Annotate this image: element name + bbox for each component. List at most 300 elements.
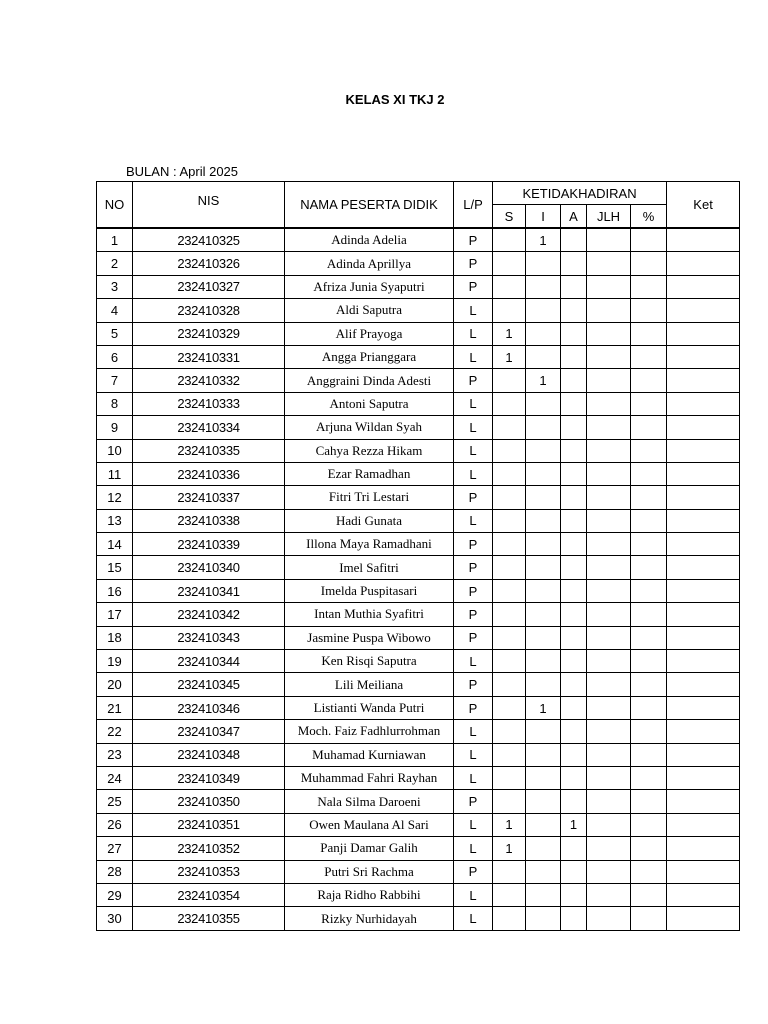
cell-a	[561, 673, 587, 696]
page-title: KELAS XI TKJ 2	[345, 92, 445, 107]
cell-a	[561, 509, 587, 532]
cell-lp: P	[454, 696, 493, 719]
cell-no: 29	[97, 883, 133, 906]
cell-nis: 232410325	[133, 228, 285, 252]
cell-ket	[667, 252, 740, 275]
cell-jlh	[587, 345, 631, 368]
cell-no: 14	[97, 533, 133, 556]
header-ket: Ket	[667, 182, 740, 229]
cell-a	[561, 766, 587, 789]
header-nama: NAMA PESERTA DIDIK	[285, 182, 454, 229]
cell-no: 19	[97, 650, 133, 673]
cell-lp: P	[454, 228, 493, 252]
header-i: I	[526, 205, 561, 229]
cell-ket	[667, 860, 740, 883]
cell-a	[561, 626, 587, 649]
cell-s	[493, 369, 526, 392]
cell-i	[526, 766, 561, 789]
cell-a	[561, 299, 587, 322]
cell-jlh	[587, 486, 631, 509]
cell-a	[561, 392, 587, 415]
cell-a	[561, 603, 587, 626]
cell-i	[526, 626, 561, 649]
cell-percent	[631, 509, 667, 532]
cell-lp: L	[454, 766, 493, 789]
cell-nama: Arjuna Wildan Syah	[285, 416, 454, 439]
cell-a	[561, 462, 587, 485]
cell-s: 1	[493, 813, 526, 836]
cell-nama: Adinda Adelia	[285, 228, 454, 252]
table-row	[97, 228, 740, 252]
cell-percent	[631, 392, 667, 415]
table-header	[97, 182, 740, 229]
cell-s	[493, 766, 526, 789]
table-row	[97, 486, 740, 509]
cell-ket	[667, 673, 740, 696]
table-row	[97, 907, 740, 930]
cell-no: 15	[97, 556, 133, 579]
cell-i	[526, 650, 561, 673]
cell-no: 10	[97, 439, 133, 462]
table-row	[97, 369, 740, 392]
cell-nis: 232410341	[133, 579, 285, 602]
cell-s	[493, 626, 526, 649]
cell-ket	[667, 883, 740, 906]
cell-jlh	[587, 439, 631, 462]
cell-a	[561, 439, 587, 462]
cell-jlh	[587, 907, 631, 930]
cell-nis: 232410343	[133, 626, 285, 649]
cell-a	[561, 696, 587, 719]
cell-no: 17	[97, 603, 133, 626]
cell-nis: 232410344	[133, 650, 285, 673]
cell-lp: L	[454, 837, 493, 860]
header-nis: NIS	[133, 182, 285, 229]
header-lp: L/P	[454, 182, 493, 229]
cell-a	[561, 416, 587, 439]
table-row	[97, 322, 740, 345]
cell-nis: 232410351	[133, 813, 285, 836]
cell-nama: Putri Sri Rachma	[285, 860, 454, 883]
table-row	[97, 790, 740, 813]
cell-jlh	[587, 252, 631, 275]
cell-lp: L	[454, 883, 493, 906]
cell-s	[493, 696, 526, 719]
cell-nama: Cahya Rezza Hikam	[285, 439, 454, 462]
cell-jlh	[587, 673, 631, 696]
cell-percent	[631, 790, 667, 813]
cell-s	[493, 673, 526, 696]
cell-lp: L	[454, 813, 493, 836]
cell-ket	[667, 696, 740, 719]
cell-s: 1	[493, 345, 526, 368]
cell-nis: 232410337	[133, 486, 285, 509]
cell-nama: Illona Maya Ramadhani	[285, 533, 454, 556]
cell-i: 1	[526, 369, 561, 392]
cell-i	[526, 837, 561, 860]
cell-percent	[631, 720, 667, 743]
cell-a	[561, 743, 587, 766]
cell-jlh	[587, 228, 631, 252]
cell-no: 26	[97, 813, 133, 836]
cell-ket	[667, 509, 740, 532]
cell-jlh	[587, 579, 631, 602]
cell-jlh	[587, 790, 631, 813]
cell-lp: L	[454, 345, 493, 368]
cell-lp: L	[454, 299, 493, 322]
cell-nama: Aldi Saputra	[285, 299, 454, 322]
cell-jlh	[587, 626, 631, 649]
cell-nama: Antoni Saputra	[285, 392, 454, 415]
cell-nama: Moch. Faiz Fadhlurrohman	[285, 720, 454, 743]
cell-nama: Intan Muthia Syafitri	[285, 603, 454, 626]
cell-ket	[667, 462, 740, 485]
cell-ket	[667, 650, 740, 673]
cell-percent	[631, 626, 667, 649]
cell-nis: 232410349	[133, 766, 285, 789]
cell-s	[493, 275, 526, 298]
cell-a	[561, 907, 587, 930]
cell-a	[561, 883, 587, 906]
cell-ket	[667, 369, 740, 392]
cell-ket	[667, 228, 740, 252]
cell-a	[561, 720, 587, 743]
cell-jlh	[587, 766, 631, 789]
cell-nama: Angga Prianggara	[285, 345, 454, 368]
cell-no: 22	[97, 720, 133, 743]
cell-nis: 232410339	[133, 533, 285, 556]
table-row	[97, 883, 740, 906]
cell-a	[561, 837, 587, 860]
cell-nama: Imel Safitri	[285, 556, 454, 579]
cell-no: 2	[97, 252, 133, 275]
header-no: NO	[97, 182, 133, 229]
cell-lp: P	[454, 486, 493, 509]
cell-percent	[631, 556, 667, 579]
cell-jlh	[587, 743, 631, 766]
cell-s	[493, 883, 526, 906]
cell-nis: 232410329	[133, 322, 285, 345]
cell-s	[493, 533, 526, 556]
cell-i	[526, 813, 561, 836]
cell-jlh	[587, 416, 631, 439]
table-row	[97, 673, 740, 696]
cell-i	[526, 579, 561, 602]
header-ketidakhadiran: KETIDAKHADIRAN	[493, 182, 667, 205]
cell-s: 1	[493, 322, 526, 345]
table-body	[97, 228, 740, 930]
cell-nis: 232410354	[133, 883, 285, 906]
cell-percent	[631, 860, 667, 883]
cell-s	[493, 228, 526, 252]
table-row	[97, 837, 740, 860]
cell-lp: P	[454, 673, 493, 696]
cell-i: 1	[526, 228, 561, 252]
cell-nama: Alif Prayoga	[285, 322, 454, 345]
cell-no: 6	[97, 345, 133, 368]
cell-i	[526, 252, 561, 275]
cell-i	[526, 720, 561, 743]
cell-nis: 232410342	[133, 603, 285, 626]
cell-lp: L	[454, 720, 493, 743]
cell-ket	[667, 766, 740, 789]
cell-nis: 232410334	[133, 416, 285, 439]
cell-nis: 232410336	[133, 462, 285, 485]
cell-no: 16	[97, 579, 133, 602]
cell-lp: L	[454, 650, 493, 673]
cell-percent	[631, 533, 667, 556]
cell-no: 9	[97, 416, 133, 439]
cell-lp: P	[454, 556, 493, 579]
cell-percent	[631, 439, 667, 462]
cell-lp: P	[454, 252, 493, 275]
cell-nis: 232410335	[133, 439, 285, 462]
cell-ket	[667, 790, 740, 813]
table-row	[97, 696, 740, 719]
cell-no: 27	[97, 837, 133, 860]
table-row	[97, 439, 740, 462]
cell-ket	[667, 626, 740, 649]
cell-lp: P	[454, 275, 493, 298]
cell-jlh	[587, 883, 631, 906]
cell-a: 1	[561, 813, 587, 836]
cell-ket	[667, 439, 740, 462]
cell-lp: L	[454, 462, 493, 485]
cell-a	[561, 486, 587, 509]
cell-percent	[631, 299, 667, 322]
cell-ket	[667, 299, 740, 322]
cell-lp: P	[454, 626, 493, 649]
cell-lp: P	[454, 533, 493, 556]
cell-nis: 232410347	[133, 720, 285, 743]
cell-a	[561, 650, 587, 673]
cell-i	[526, 907, 561, 930]
cell-lp: L	[454, 439, 493, 462]
cell-i	[526, 556, 561, 579]
cell-no: 11	[97, 462, 133, 485]
cell-a	[561, 579, 587, 602]
cell-s	[493, 720, 526, 743]
cell-nis: 232410350	[133, 790, 285, 813]
cell-nama: Jasmine Puspa Wibowo	[285, 626, 454, 649]
cell-s	[493, 790, 526, 813]
cell-no: 12	[97, 486, 133, 509]
cell-nama: Afriza Junia Syaputri	[285, 275, 454, 298]
cell-ket	[667, 416, 740, 439]
cell-lp: L	[454, 322, 493, 345]
cell-no: 20	[97, 673, 133, 696]
cell-a	[561, 860, 587, 883]
cell-lp: P	[454, 603, 493, 626]
cell-percent	[631, 369, 667, 392]
cell-ket	[667, 275, 740, 298]
header-percent: %	[631, 205, 667, 229]
cell-jlh	[587, 299, 631, 322]
cell-nama: Listianti Wanda Putri	[285, 696, 454, 719]
cell-i	[526, 860, 561, 883]
table-row	[97, 416, 740, 439]
cell-lp: P	[454, 579, 493, 602]
cell-nis: 232410327	[133, 275, 285, 298]
cell-s: 1	[493, 837, 526, 860]
cell-no: 30	[97, 907, 133, 930]
cell-i	[526, 509, 561, 532]
cell-jlh	[587, 533, 631, 556]
cell-i: 1	[526, 696, 561, 719]
cell-i	[526, 462, 561, 485]
cell-a	[561, 556, 587, 579]
table-row	[97, 462, 740, 485]
cell-s	[493, 439, 526, 462]
cell-nama: Ezar Ramadhan	[285, 462, 454, 485]
cell-nama: Nala Silma Daroeni	[285, 790, 454, 813]
cell-jlh	[587, 837, 631, 860]
cell-nis: 232410346	[133, 696, 285, 719]
cell-i	[526, 322, 561, 345]
cell-nama: Adinda Aprillya	[285, 252, 454, 275]
cell-percent	[631, 252, 667, 275]
cell-jlh	[587, 556, 631, 579]
cell-s	[493, 556, 526, 579]
table-row	[97, 252, 740, 275]
cell-percent	[631, 322, 667, 345]
cell-nis: 232410331	[133, 345, 285, 368]
cell-s	[493, 509, 526, 532]
cell-i	[526, 299, 561, 322]
cell-jlh	[587, 462, 631, 485]
cell-a	[561, 369, 587, 392]
cell-jlh	[587, 322, 631, 345]
cell-s	[493, 299, 526, 322]
month-label: BULAN : April 2025	[126, 164, 239, 179]
cell-lp: L	[454, 743, 493, 766]
cell-ket	[667, 837, 740, 860]
cell-nis: 232410348	[133, 743, 285, 766]
cell-a	[561, 322, 587, 345]
cell-no: 24	[97, 766, 133, 789]
cell-ket	[667, 603, 740, 626]
cell-no: 23	[97, 743, 133, 766]
cell-i	[526, 673, 561, 696]
cell-s	[493, 860, 526, 883]
cell-s	[493, 603, 526, 626]
cell-jlh	[587, 509, 631, 532]
cell-i	[526, 439, 561, 462]
cell-jlh	[587, 650, 631, 673]
table-row	[97, 720, 740, 743]
cell-a	[561, 252, 587, 275]
cell-percent	[631, 673, 667, 696]
cell-nis: 232410332	[133, 369, 285, 392]
cell-nama: Panji Damar Galih	[285, 837, 454, 860]
cell-s	[493, 650, 526, 673]
cell-percent	[631, 907, 667, 930]
cell-nis: 232410340	[133, 556, 285, 579]
cell-no: 4	[97, 299, 133, 322]
cell-percent	[631, 743, 667, 766]
cell-s	[493, 462, 526, 485]
cell-s	[493, 743, 526, 766]
cell-percent	[631, 837, 667, 860]
header-jlh: JLH	[587, 205, 631, 229]
cell-no: 28	[97, 860, 133, 883]
cell-a	[561, 345, 587, 368]
cell-percent	[631, 696, 667, 719]
cell-jlh	[587, 813, 631, 836]
cell-lp: L	[454, 509, 493, 532]
cell-a	[561, 790, 587, 813]
cell-no: 13	[97, 509, 133, 532]
cell-ket	[667, 720, 740, 743]
cell-i	[526, 743, 561, 766]
cell-ket	[667, 579, 740, 602]
cell-i	[526, 603, 561, 626]
table-row	[97, 345, 740, 368]
table-row	[97, 556, 740, 579]
cell-nama: Muhammad Fahri Rayhan	[285, 766, 454, 789]
cell-nama: Muhamad Kurniawan	[285, 743, 454, 766]
cell-i	[526, 416, 561, 439]
cell-percent	[631, 603, 667, 626]
cell-no: 8	[97, 392, 133, 415]
cell-ket	[667, 322, 740, 345]
cell-i	[526, 392, 561, 415]
cell-nis: 232410326	[133, 252, 285, 275]
cell-ket	[667, 556, 740, 579]
cell-nama: Raja Ridho Rabbihi	[285, 883, 454, 906]
cell-lp: L	[454, 392, 493, 415]
cell-lp: P	[454, 790, 493, 813]
cell-nis: 232410328	[133, 299, 285, 322]
cell-nama: Rizky Nurhidayah	[285, 907, 454, 930]
cell-percent	[631, 416, 667, 439]
cell-nama: Lili Meiliana	[285, 673, 454, 696]
table-row	[97, 626, 740, 649]
cell-s	[493, 392, 526, 415]
cell-jlh	[587, 860, 631, 883]
cell-i	[526, 275, 561, 298]
table-row	[97, 579, 740, 602]
cell-no: 3	[97, 275, 133, 298]
table-row	[97, 650, 740, 673]
cell-a	[561, 533, 587, 556]
cell-percent	[631, 579, 667, 602]
cell-percent	[631, 462, 667, 485]
table-row	[97, 275, 740, 298]
cell-percent	[631, 275, 667, 298]
cell-percent	[631, 228, 667, 252]
cell-nama: Imelda Puspitasari	[285, 579, 454, 602]
cell-ket	[667, 392, 740, 415]
table-row	[97, 813, 740, 836]
attendance-table	[96, 181, 740, 931]
cell-s	[493, 486, 526, 509]
cell-i	[526, 533, 561, 556]
cell-i	[526, 486, 561, 509]
cell-nis: 232410345	[133, 673, 285, 696]
cell-ket	[667, 743, 740, 766]
cell-jlh	[587, 275, 631, 298]
cell-lp: L	[454, 907, 493, 930]
table-row	[97, 299, 740, 322]
cell-jlh	[587, 603, 631, 626]
cell-ket	[667, 345, 740, 368]
cell-jlh	[587, 696, 631, 719]
cell-i	[526, 790, 561, 813]
table-row	[97, 743, 740, 766]
table-row	[97, 533, 740, 556]
cell-no: 7	[97, 369, 133, 392]
